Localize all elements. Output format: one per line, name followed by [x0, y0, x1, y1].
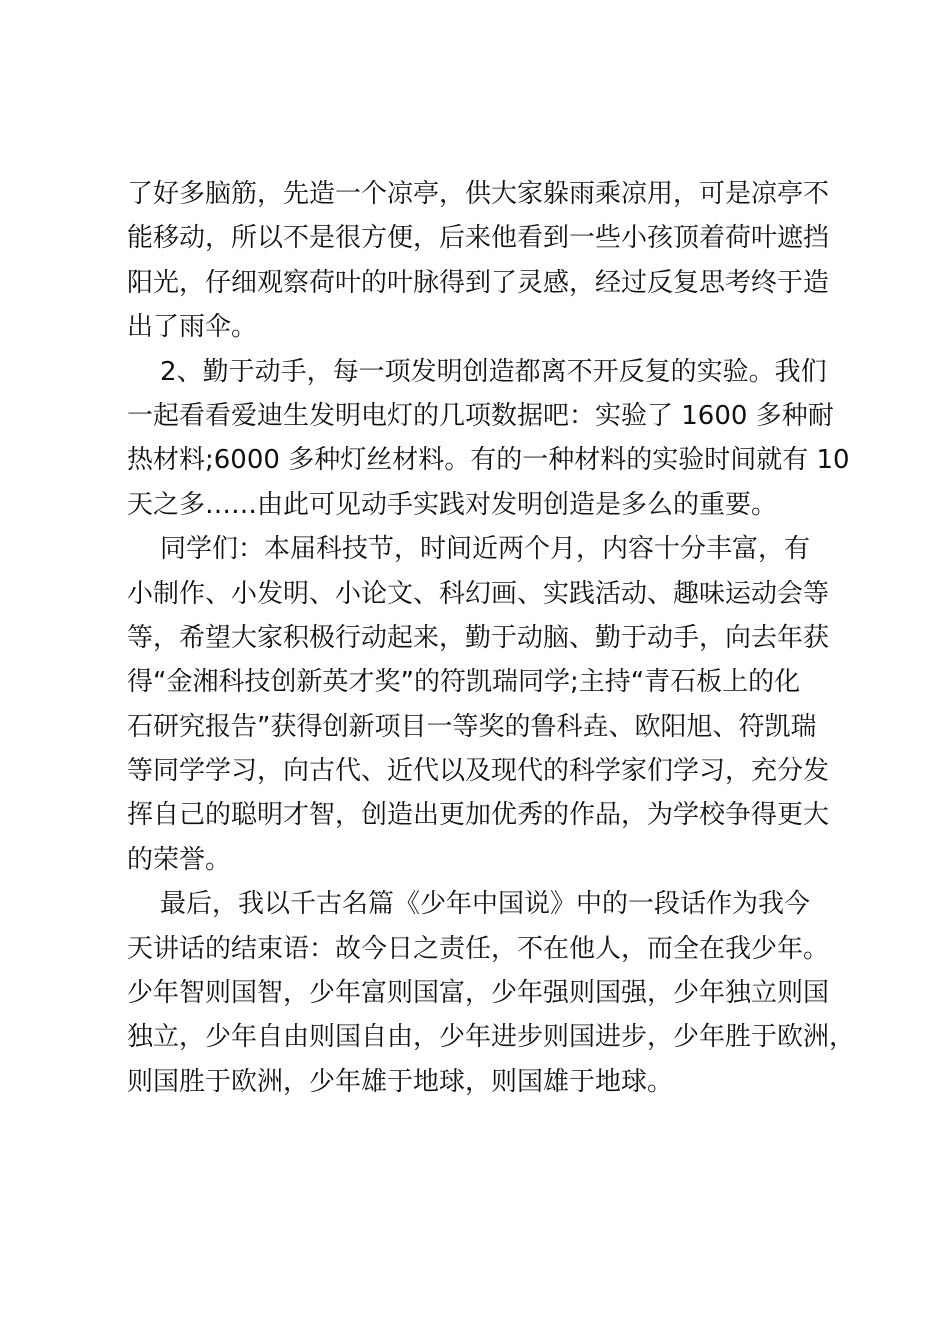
text-line: 小制作、小发明、小论文、科幻画、实践活动、趣味运动会等 [127, 578, 830, 609]
text-line: 最后，我以千古名篇《少年中国说》中的一段话作为我今 [127, 889, 811, 920]
text-line: 同学们：本届科技节，时间近两个月，内容十分丰富，有 [127, 534, 811, 565]
text-line: 出了雨伞。 [127, 312, 258, 343]
text-line: 石研究报告”获得创新项目一等奖的鲁科垚、欧阳旭、符凯瑞 [127, 711, 817, 742]
paragraph [127, 527, 867, 882]
text-line: 得“金湘科技创新英才奖”的符凯瑞同学;主持“青石板上的化 [127, 667, 801, 698]
text-line: 少年智则国智，少年富则国富，少年强则国强，少年独立则国 [127, 978, 830, 1009]
text-line: 则国胜于欧洲，少年雄于地球，则国雄于地球。 [127, 1066, 674, 1097]
text-line: 天之多……由此可见动手实践对发明创造是多么的重要。 [127, 489, 778, 520]
document-body [127, 172, 867, 1104]
text-line: 挥自己的聪明才智，创造出更加优秀的作品，为学校争得更大 [127, 800, 830, 831]
paragraph [127, 882, 867, 1104]
text-line: 2、勤于动手，每一项发明创造都离不开反复的实验。我们 [127, 356, 827, 387]
text-line: 一起看看爱迪生发明电灯的几项数据吧：实验了 1600 多种耐 [127, 400, 834, 431]
text-line: 独立，少年自由则国自由，少年进步则国进步，少年胜于欧洲， [127, 1022, 856, 1053]
text-line: 天讲话的结束语：故今日之责任，不在他人，而全在我少年。 [127, 933, 830, 964]
text-line: 的荣誉。 [127, 844, 232, 875]
text-line: 能移动，所以不是很方便，后来他看到一些小孩顶着荷叶遮挡 [127, 223, 830, 254]
text-line: 了好多脑筋，先造一个凉亭，供大家躲雨乘凉用，可是凉亭不 [127, 179, 830, 209]
text-line: 等，希望大家积极行动起来，勤于动脑、勤于动手，向去年获 [127, 622, 830, 653]
text-line: 等同学学习，向古代、近代以及现代的科学家们学习，充分发 [127, 756, 830, 787]
text-line: 热材料;6000 多种灯丝材料。有的一种材料的实验时间就有 10 [127, 445, 850, 476]
paragraph [127, 350, 867, 528]
paragraph [127, 172, 867, 350]
text-line: 阳光，仔细观察荷叶的叶脉得到了灵感，经过反复思考终于造 [127, 267, 830, 298]
